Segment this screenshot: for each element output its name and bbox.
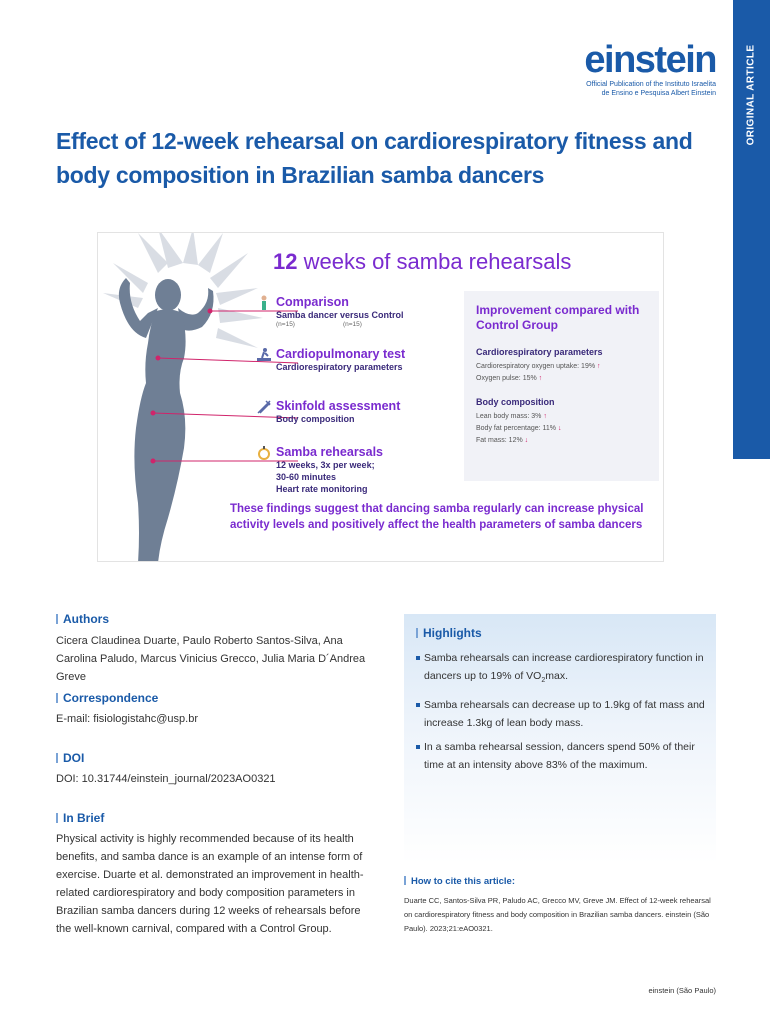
arrow-up-icon: ↑ — [597, 363, 601, 370]
citation-heading: How to cite this article: — [404, 876, 515, 887]
abstract-title — [273, 249, 571, 275]
arrow-down-icon: ↓ — [524, 437, 529, 444]
doi-heading: DOI — [56, 751, 84, 765]
improvement-heading: Improvement compared with Control Group — [476, 303, 640, 332]
comparison-title: Comparison — [276, 295, 349, 309]
citation-text: Duarte CC, Santos-Silva PR, Paludo AC, Grecco MV, Greve JM. Effect of 12-week rehearsal on cardiorespiratory fitness and body composition in Brazilian samba dancers. einstein (São Paulo). 2023;21:eAO0321. — [404, 896, 711, 933]
caliper-icon — [256, 399, 272, 415]
highlight-item: Samba rehearsals can increase cardiorespiratory function in dancers up to 19% of $VO_2\max$. — [416, 649, 706, 690]
correspondence-heading: Correspondence — [56, 691, 158, 705]
arrow-down-icon: ↓ — [558, 425, 562, 432]
journal-subtitle-2: de Ensino e Pesquisa Albert Einstein — [601, 90, 716, 97]
samba-rehearsals-sub3: Heart rate monitoring — [276, 484, 368, 494]
abstract-title-number: 12 — [273, 249, 298, 274]
treadmill-icon — [256, 347, 272, 363]
person-icon — [256, 295, 272, 311]
journal-logo: einstein — [584, 39, 716, 81]
comparison-sub: Samba dancer versus Control — [276, 310, 404, 320]
comparison-item — [276, 295, 404, 328]
authors-heading: Authors — [56, 612, 109, 626]
comparison-n-right: (n=15) — [342, 321, 362, 328]
cardio-params-heading: Cardiorespiratory parameters — [476, 347, 603, 357]
journal-subtitle-1: Official Publication of the Instituto Israelita — [586, 81, 716, 88]
comparison-n-left: (n=15) — [276, 321, 295, 328]
highlights-list — [416, 649, 706, 780]
body-comp-heading: Body composition — [476, 397, 555, 407]
stopwatch-icon — [256, 445, 272, 461]
cardiopulmonary-item — [276, 347, 405, 373]
oxygen-pulse-line: Oxygen pulse: 15% — [476, 375, 537, 382]
skinfold-title: Skinfold assessment — [276, 399, 401, 413]
highlight-item: In a samba rehearsal session, dancers spend 50% of their time at an intensity above 83% of the maximum. — [416, 738, 706, 774]
abstract-conclusion: These findings suggest that dancing samba regularly can increase physical activity levels and positively affect the health parameters of samba dancers — [230, 503, 644, 531]
samba-rehearsals-sub1: 12 weeks, 3x per week; — [276, 460, 375, 470]
improvement-panel — [464, 291, 659, 481]
samba-rehearsals-item — [276, 445, 383, 495]
samba-rehearsals-sub2: 30-60 minutes — [276, 472, 337, 482]
lean-mass-line: Lean body mass: 3% — [476, 413, 542, 420]
skinfold-item — [276, 399, 400, 425]
oxygen-uptake-line: Cardiorespiratory oxygen uptake: 19% — [476, 363, 596, 370]
doi-link[interactable]: DOI: 10.31744/einstein_journal/2023AO0321 — [56, 773, 276, 785]
cardiopulmonary-title: Cardiopulmonary test — [276, 347, 406, 361]
graphical-abstract — [97, 232, 664, 562]
samba-rehearsals-title: Samba rehearsals — [276, 445, 384, 459]
article-type-label: ORIGINAL ARTICLE — [745, 44, 757, 146]
authors-text: Cicera Claudinea Duarte, Paulo Roberto Santos-Silva, Ana Carolina Paludo, Marcus Vinicius Grecco, Julia Maria D´Andrea Greve — [56, 635, 366, 683]
in-brief-heading: In Brief — [56, 811, 104, 825]
highlights-box — [404, 614, 716, 864]
highlight-item: Samba rehearsals can decrease up to 1.9kg of fat mass and increase 1.3kg of lean body mass. — [416, 696, 706, 732]
article-title: Effect of 12-week rehearsal on cardiorespiratory fitness and body composition in Brazilian samba dancers — [56, 128, 693, 188]
correspondence-email[interactable]: E-mail: fisiologistahc@usp.br — [56, 713, 198, 725]
skinfold-sub: Body composition — [276, 414, 355, 424]
in-brief-text: Physical activity is highly recommended because of its health benefits, and samba dance is an example of an intense form of exercise. Duarte et al. demonstrated an improvement in health-related cardiorespiratory and body composition parameters in Brazilian samba dancers during 12 weeks of rehearsals before the well-known carnival, compared with a Control Group. — [56, 833, 364, 935]
article-type-tab — [733, 0, 770, 459]
body-fat-line: Body fat percentage: 11% — [476, 425, 557, 432]
cardiopulmonary-sub: Cardiorespiratory parameters — [276, 362, 403, 372]
page-footer: einstein (São Paulo) — [648, 986, 716, 995]
arrow-up-icon: ↑ — [543, 413, 547, 420]
fat-mass-line: Fat mass: 12% — [476, 437, 523, 444]
abstract-title-text: weeks of samba rehearsals — [297, 249, 572, 274]
highlights-heading: Highlights — [416, 626, 482, 640]
arrow-up-icon: ↑ — [538, 375, 543, 382]
journal-brand — [584, 40, 716, 98]
